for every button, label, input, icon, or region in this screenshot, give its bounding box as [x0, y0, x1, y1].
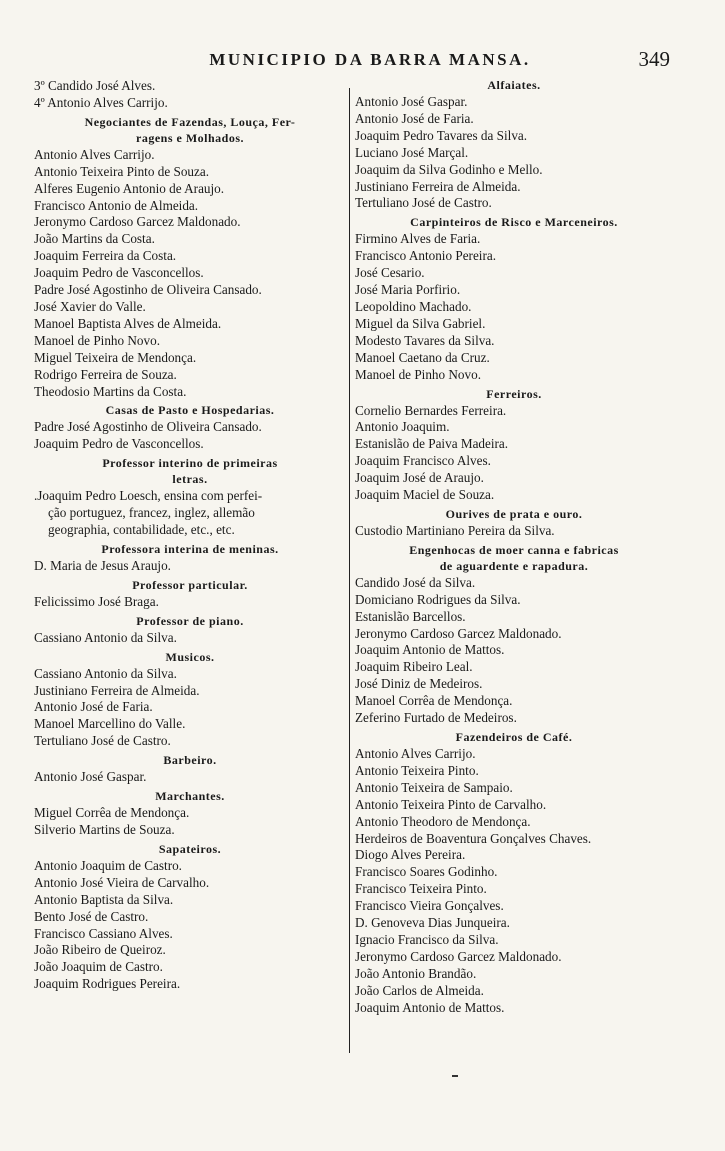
list-entry: José Xavier do Valle. — [34, 298, 146, 314]
section-heading: Ferreiros. — [486, 386, 542, 401]
running-title: MUNICIPIO DA BARRA MANSA. — [209, 50, 531, 69]
list-entry: Francisco Teixeira Pinto. — [355, 881, 487, 897]
list-entry: Justiniano Ferreira de Almeida. — [355, 178, 521, 194]
section-ourives — [355, 507, 673, 540]
section-heading: Professor particular. — [132, 577, 248, 592]
name-list — [34, 419, 346, 453]
column-divider — [349, 88, 350, 1053]
list-entry: Bento José de Castro. — [34, 908, 149, 924]
section-professor-particular — [34, 578, 346, 611]
list-entry: Joaquim Ferreira da Costa. — [34, 248, 177, 264]
list-entry: Zeferino Furtado de Medeiros. — [355, 710, 517, 726]
list-entry: João Carlos de Almeida. — [355, 982, 484, 998]
list-entry: Felicissimo José Braga. — [34, 593, 159, 609]
list-entry: Miguel Corrêa de Mendonça. — [34, 805, 190, 821]
page-number: 349 — [638, 47, 670, 71]
section-heading: Marchantes. — [155, 789, 225, 804]
list-entry: Jeronymo Cardoso Garcez Maldonado. — [355, 625, 562, 641]
section-carpinteiros — [355, 215, 673, 383]
section-heading: Professora interina de meninas. — [101, 541, 279, 556]
list-entry: Antonio Joaquim de Castro. — [34, 857, 182, 873]
left-column — [34, 78, 346, 993]
name-list — [34, 769, 346, 786]
list-entry: Manoel de Pinho Novo. — [34, 332, 161, 348]
printer-mark — [452, 1075, 458, 1077]
name-list — [355, 94, 673, 212]
list-entry: Diogo Alves Pereira. — [355, 847, 466, 863]
section-heading: Negociantes de Fazendas, Louça, Fer- — [84, 114, 296, 129]
list-entry: Antonio Teixeira Pinto de Carvalho. — [355, 796, 547, 812]
list-entry: José Cesario. — [355, 265, 425, 281]
name-list — [34, 630, 346, 647]
list-entry: Justiniano Ferreira de Almeida. — [34, 682, 200, 698]
section-heading: Professor interino de primeiras — [102, 456, 278, 471]
name-list — [355, 746, 673, 1017]
paragraph-line: ção portuguez, francez, inglez, allemão — [48, 505, 255, 521]
list-entry: Theodosio Martins da Costa. — [34, 383, 187, 399]
list-entry: João Martins da Costa. — [34, 231, 155, 247]
name-list — [34, 666, 346, 751]
list-entry: Manoel Baptista Alves de Almeida. — [34, 315, 222, 331]
list-entry: Antonio José Vieira de Carvalho. — [34, 874, 210, 890]
list-entry: Joaquim Antonio de Mattos. — [355, 999, 505, 1015]
section-marchantes — [34, 789, 346, 839]
list-entry: Firmino Alves de Faria. — [355, 231, 481, 247]
right-column — [355, 78, 673, 1017]
list-entry: Joaquim da Silva Godinho e Mello. — [355, 161, 543, 177]
list-entry: Miguel da Silva Gabriel. — [355, 315, 486, 331]
section-heading-cont: de aguardente e rapadura. — [439, 558, 589, 573]
list-entry: Antonio José de Faria. — [34, 699, 153, 715]
list-entry: João Joaquim de Castro. — [34, 959, 163, 975]
paragraph-line: geographia, contabilidade, etc., etc. — [48, 522, 235, 538]
list-entry: D. Maria de Jesus Araujo. — [34, 557, 171, 573]
list-entry: Alferes Eugenio Antonio de Araujo. — [34, 180, 225, 196]
list-entry: Padre José Agostinho de Oliveira Cansado. — [34, 282, 262, 298]
list-entry: Antonio José Gaspar. — [34, 769, 147, 785]
name-list — [355, 575, 673, 727]
list-entry: 4º Antonio Alves Carrijo. — [34, 94, 168, 110]
list-entry: Joaquim Pedro de Vasconcellos. — [34, 436, 204, 452]
list-entry: Joaquim Maciel de Souza. — [355, 487, 495, 503]
list-entry: Antonio José Gaspar. — [355, 94, 468, 109]
list-entry: Joaquim Pedro de Vasconcellos. — [34, 265, 204, 281]
section-heading: Engenhocas de moer canna e fabricas — [409, 542, 619, 557]
list-entry: Antonio José de Faria. — [355, 110, 474, 126]
list-entry: José Diniz de Medeiros. — [355, 676, 483, 692]
list-entry: Cassiano Antonio da Silva. — [34, 629, 177, 645]
name-list — [34, 147, 346, 401]
section-professora-interina — [34, 542, 346, 575]
list-entry: Miguel Teixeira de Mendonça. — [34, 349, 197, 365]
list-entry: Modesto Tavares da Silva. — [355, 332, 495, 348]
list-entry: Joaquim Francisco Alves. — [355, 453, 491, 469]
section-heading-cont: ragens e Molhados. — [136, 130, 244, 145]
section-heading: Alfaiates. — [487, 78, 541, 92]
list-entry: Cassiano Antonio da Silva. — [34, 665, 177, 681]
section-casas-de-pasto — [34, 403, 346, 453]
list-entry: Candido José da Silva. — [355, 574, 476, 590]
list-entry: Antonio Baptista da Silva. — [34, 891, 174, 907]
list-entry: Leopoldino Machado. — [355, 298, 472, 314]
list-entry: Luciano José Marçal. — [355, 144, 469, 160]
name-list — [355, 403, 673, 504]
name-list — [34, 558, 346, 575]
section-fazendeiros — [355, 730, 673, 1017]
list-entry: Custodio Martiniano Pereira da Silva. — [355, 522, 555, 538]
list-entry: Padre José Agostinho de Oliveira Cansado. — [34, 419, 262, 435]
list-entry: Jeronymo Cardoso Garcez Maldonado. — [355, 948, 562, 964]
section-heading: Musicos. — [165, 649, 215, 664]
list-entry: Jeronymo Cardoso Garcez Maldonado. — [34, 214, 241, 230]
list-entry: Tertuliano José de Castro. — [355, 195, 492, 211]
list-entry: Domiciano Rodrigues da Silva. — [355, 591, 521, 607]
list-entry: Rodrigo Ferreira de Souza. — [34, 366, 177, 382]
list-entry: 3º Candido José Alves. — [34, 78, 156, 93]
list-entry: Antonio Teixeira Pinto de Souza. — [34, 163, 210, 179]
list-entry: Tertuliano José de Castro. — [34, 733, 171, 749]
list-entry: D. Genoveva Dias Junqueira. — [355, 915, 510, 931]
section-musicos — [34, 650, 346, 751]
list-entry: Francisco Cassiano Alves. — [34, 925, 173, 941]
list-entry: Manoel Corrêa de Mendonça. — [355, 693, 513, 709]
list-entry: Manoel Marcellino do Valle. — [34, 716, 186, 732]
page-header — [30, 47, 670, 74]
list-entry: João Ribeiro de Queiroz. — [34, 942, 166, 958]
list-entry: Ignacio Francisco da Silva. — [355, 931, 499, 947]
list-entry: Antonio Teixeira de Sampaio. — [355, 779, 513, 795]
list-entry: José Maria Porfirio. — [355, 282, 461, 298]
list-entry: Antonio Alves Carrijo. — [34, 146, 155, 162]
section-ferreiros — [355, 387, 673, 504]
section-heading: Carpinteiros de Risco e Marceneiros. — [410, 215, 618, 230]
list-entry: Manoel de Pinho Novo. — [355, 366, 482, 382]
list-entry: Antonio Alves Carrijo. — [355, 746, 476, 761]
list-entry: Silverio Martins de Souza. — [34, 822, 175, 837]
list-entry: Antonio Joaquim. — [355, 419, 450, 435]
list-entry: Estanislão Barcellos. — [355, 608, 466, 624]
section-heading-cont: letras. — [172, 472, 208, 487]
list-entry: Cornelio Bernardes Ferreira. — [355, 402, 507, 418]
list-entry: Joaquim José de Araujo. — [355, 470, 484, 486]
section-negociantes — [34, 115, 346, 401]
list-entry: Francisco Antonio Pereira. — [355, 248, 496, 264]
section-heading: Ourives de prata e ouro. — [445, 506, 583, 521]
list-entry: João Antonio Brandão. — [355, 965, 477, 981]
section-engenhocas — [355, 543, 673, 727]
list-entry: Francisco Soares Godinho. — [355, 864, 498, 880]
name-list — [34, 594, 346, 611]
list-top-lines — [34, 78, 346, 112]
section-heading: Professor de piano. — [136, 613, 244, 628]
list-entry: Estanislão de Paiva Madeira. — [355, 436, 509, 452]
section-sapateiros — [34, 842, 346, 993]
list-entry: Francisco Antonio de Almeida. — [34, 197, 199, 213]
list-entry: Herdeiros de Boaventura Gonçalves Chaves. — [355, 830, 592, 846]
paragraph-line: .Joaquim Pedro Loesch, ensina com perfei- — [34, 488, 263, 504]
name-list — [34, 805, 346, 839]
section-heading: Barbeiro. — [163, 753, 217, 768]
section-heading: Fazendeiros de Café. — [455, 730, 573, 744]
list-entry: Joaquim Ribeiro Leal. — [355, 659, 473, 675]
name-list — [34, 858, 346, 993]
section-barbeiro — [34, 753, 346, 786]
list-entry: Joaquim Pedro Tavares da Silva. — [355, 127, 528, 143]
section-professor-piano — [34, 614, 346, 647]
list-entry: Antonio Theodoro de Mendonça. — [355, 813, 531, 829]
list-entry: Joaquim Rodrigues Pereira. — [34, 976, 181, 992]
section-heading: Sapateiros. — [158, 841, 222, 856]
list-entry: Antonio Teixeira Pinto. — [355, 762, 479, 778]
list-entry: Manoel Caetano da Cruz. — [355, 349, 490, 365]
name-list — [355, 523, 673, 540]
list-entry: Francisco Vieira Gonçalves. — [355, 898, 504, 914]
name-list — [355, 231, 673, 383]
section-heading: Casas de Pasto e Hospedarias. — [105, 403, 275, 418]
section-professor-interino — [34, 456, 346, 539]
section-alfaiates — [355, 78, 673, 212]
list-entry: Joaquim Antonio de Mattos. — [355, 642, 505, 658]
